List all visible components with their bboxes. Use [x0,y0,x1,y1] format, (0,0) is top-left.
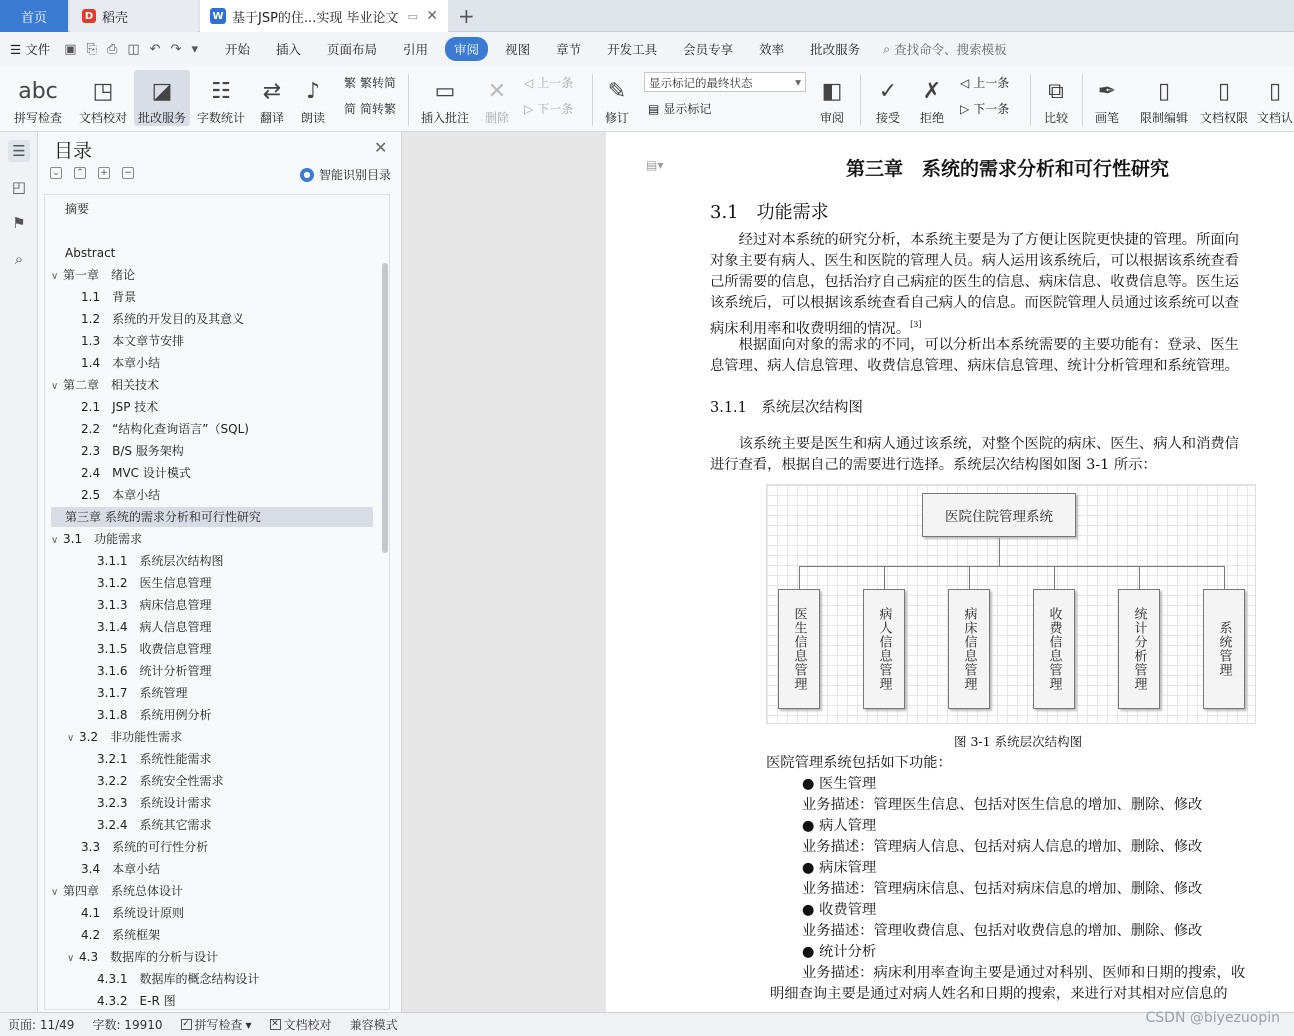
paragraph-last-line: 明细查询主要是通过对病人姓名和日期的搜索，来进行对其相对应信息的 [770,986,1228,1002]
diagram-connector [799,566,800,589]
dropdown-icon: ▾ [245,1017,252,1032]
diagram-connector [884,566,885,589]
function-item [802,815,876,835]
function-desc: 业务描述：管理病人信息、包括对病人信息的增加、删除、修改 [802,839,1203,855]
find-icon[interactable]: ⌕ [14,250,24,268]
toc-item-label: 4.3.1 数据库的概念结构设计 [97,972,260,986]
insert-comment-button[interactable] [418,70,472,126]
proof-icon: ✕ [271,1019,279,1029]
ribbon-divider-2 [592,74,593,126]
collapse-all-icon[interactable]: ⌄ [50,167,62,179]
function-name: 病人管理 [819,818,877,834]
undo-icon[interactable]: ↶ [149,41,161,57]
delete-comment-label: 删除 [484,111,509,125]
toc-item-label: 3.1.2 医生信息管理 [97,576,212,590]
navigation-strip [0,132,38,1012]
toc-item[interactable] [51,265,135,285]
writer-logo-icon: W [210,8,226,24]
diagram-connector [1224,566,1225,589]
restrict-edit-button[interactable] [1136,70,1192,126]
document-page[interactable] [606,132,1294,1012]
checkbox-icon: ✓ [182,1019,190,1029]
ribbon-divider-4 [1030,74,1031,126]
p1-line: 对象主要有病人、医生和医院的管理人员。病人运用该系统后，可以根据该系统查看 [710,253,1239,269]
doc-permission-button[interactable] [1196,70,1252,126]
show-markup-icon: ▤ [648,101,660,116]
toc-item-label: 3.1.4 病人信息管理 [97,620,212,634]
menu-efficiency[interactable]: 效率 [759,42,785,57]
review-service-label: 批改服务 [137,111,186,125]
spell-check-icon: abc [18,79,58,104]
function-intro: 医院管理系统包括如下功能： [766,755,952,771]
tab-daoke[interactable] [70,0,198,32]
function-desc: 业务描述：管理医生信息、包括对医生信息的增加、删除、修改 [802,797,1203,813]
prev-comment-button[interactable] [524,74,573,91]
menu-review[interactable]: 审阅 [445,37,488,61]
toc-item[interactable] [97,793,212,813]
toc-item[interactable] [51,529,142,549]
spell-check-label: 拼写检查 [13,111,62,125]
toc-item-label: 1.1 背景 [81,290,137,304]
citation-ref: [3] [910,320,922,329]
screen-icon[interactable]: ▭ [407,9,418,23]
convert-icon-2: 简 [344,102,357,116]
diagram-child-node: 医生信息管理 [778,589,820,709]
doc-proof-status[interactable] [270,1016,332,1033]
chevron-down-icon[interactable]: ∨ [67,733,75,744]
export-icon[interactable]: ⎘ [86,41,97,57]
toc-item[interactable] [97,705,212,725]
next-change-button[interactable] [960,100,1009,117]
function-name: 病床管理 [819,860,877,876]
toc-item[interactable] [67,727,182,747]
save-icon[interactable]: ▣ [64,41,77,57]
spell-check-status-label: 拼写检查 [194,1018,243,1032]
subsection-title: 3.1.1 系统层次结构图 [710,400,863,416]
spell-check-button[interactable] [8,70,68,126]
compare-button[interactable] [1036,70,1076,126]
menu-bar [0,32,1294,66]
new-tab-icon[interactable]: + [458,4,475,28]
track-changes-icon: ✎ [607,79,627,104]
toc-item[interactable] [81,837,208,857]
track-changes-label: 修订 [604,111,629,125]
ribbon-divider [408,74,409,126]
toc-item-label: 4.2 系统框架 [81,928,161,942]
toc-item-label: 3.1.6 统计分析管理 [97,664,212,678]
restrict-edit-label: 限制编辑 [1139,111,1188,125]
diagram-connector [799,566,1225,567]
function-item [802,899,876,919]
function-item [802,941,876,961]
collapse-icon[interactable]: − [122,167,134,179]
toc-item-label: 3.1.8 系统用例分析 [97,708,212,722]
file-menu-label: 文件 [25,42,51,57]
diagram-connector [969,566,970,589]
tab-bar [0,0,1294,32]
toc-item-label: 1.4 本章小结 [81,356,161,370]
toc-item-label: 3.2.2 系统安全性需求 [97,774,224,788]
p1-last: 病床利用率和收费明细的情况。 [710,320,911,337]
diagram-connector [999,538,1000,566]
insert-comment-label: 插入批注 [420,111,469,125]
toc-item[interactable] [51,881,183,901]
chapter-title: 第三章 系统的需求分析和可行性研究 [846,158,1170,180]
toc-item-label: 2.4 MVC 设计模式 [81,466,191,480]
chevron-down-icon[interactable]: ∨ [51,887,59,898]
toc-item[interactable] [51,375,159,395]
next-comment-label: 下一条 [537,102,574,116]
toc-item-label: 4.3.2 E-R 图 [97,994,176,1008]
chevron-down-icon[interactable]: ∨ [67,953,75,964]
toc-item-label: 3.1.1 系统层次结构图 [97,554,224,568]
preview-icon[interactable]: ◫ [127,41,140,57]
diagram-child-node: 病床信息管理 [948,589,990,709]
close-tab-icon[interactable]: ✕ [426,8,438,24]
toc-item[interactable] [81,331,184,351]
bullet-icon: ● [802,818,820,834]
toc-item[interactable] [97,595,212,615]
toc-scrollbar[interactable] [382,263,388,553]
toc-item[interactable] [67,947,218,967]
toc-item-label: 3.1.3 病床信息管理 [97,598,212,612]
translate-button[interactable] [252,70,292,126]
customize-icon[interactable]: ▾ [191,41,198,57]
function-item [802,773,876,793]
toc-item-label: 3.2.4 系统其它需求 [97,818,212,832]
pen-button[interactable] [1090,70,1124,126]
review-pane-button[interactable] [812,70,852,126]
watermark: CSDN @biyezuopin [1145,1010,1280,1026]
menu-start[interactable]: 开始 [224,42,250,57]
read-aloud-label: 朗读 [300,111,325,125]
toc-item[interactable] [97,969,260,989]
toc-item[interactable] [81,419,249,439]
document-area [402,132,1294,1012]
accept-label: 接受 [875,111,900,125]
simplified-to-traditional-button[interactable] [344,100,396,117]
diagram-connector [1139,566,1140,589]
function-item [802,857,876,877]
bullet-icon: ● [802,944,820,960]
comment-plus-icon: ▭ [434,79,456,104]
toc-item-label: 4.1 系统设计原则 [81,906,185,920]
word-count-button[interactable] [194,70,248,126]
paragraph-3 [710,434,1294,476]
traditional-to-simplified-label: 繁转简 [360,76,397,90]
toc-item-label: Abstract [65,246,116,260]
toc-item-label: 3.2.1 系统性能需求 [97,752,212,766]
menu-view[interactable]: 视图 [505,42,531,57]
function-desc: 业务描述：病床利用率查询主要是通过对科别、医师和日期的搜索，收 [802,965,1246,981]
bullet-icon: ● [802,776,820,792]
paragraph-2 [710,335,1294,377]
prev-comment-icon: ◁ [524,75,534,90]
function-name: 医生管理 [819,776,877,792]
delete-comment-icon: ✕ [487,79,507,104]
toc-item[interactable] [97,683,188,703]
paragraph-1 [710,230,1294,340]
menu-insert[interactable]: 插入 [276,42,302,57]
command-search[interactable] [883,40,1007,58]
shield-icon: ▯ [1268,79,1282,104]
doc-auth-button[interactable] [1256,70,1294,126]
hierarchy-diagram [766,484,1256,724]
toc-item[interactable] [81,463,191,483]
doc-options-icon[interactable]: ▤▾ [646,158,664,172]
menu-page-layout[interactable]: 页面布局 [327,42,378,57]
expand-up-icon[interactable]: ⌃ [74,167,86,179]
review-service-icon: ◪ [151,79,173,104]
toc-item-label: 3.1.5 收费信息管理 [97,642,212,656]
p1-line: 己所需要的信息，包括治疗自己病症的医生的信息、病床信息、收费信息等。医生运 [710,274,1239,290]
doc-proof-button[interactable] [74,70,132,126]
markup-state-select[interactable]: 显示标记的最终状态 ▾ [644,72,806,92]
toc-title: 目录 [54,140,93,162]
doc-proof-label: 文档校对 [78,111,127,125]
review-pane-icon: ◧ [821,79,843,104]
page-indicator[interactable]: 页面: 11/49 [8,1018,75,1032]
toc-item[interactable] [97,815,212,835]
toc-item[interactable] [65,243,115,263]
doc-proof-icon: ◳ [92,79,114,104]
reject-button[interactable] [912,70,952,126]
diagram-child-node: 病人信息管理 [863,589,905,709]
print-icon[interactable]: ⎙ [106,41,118,57]
toc-item-label: 2.2 “结构化查询语言”（SQL) [81,422,249,436]
toc-item[interactable] [81,287,136,307]
toc-item-label: 3.4 本章小结 [81,862,161,876]
menu-dev-tools[interactable]: 开发工具 [607,42,658,57]
smart-toc-icon: ● [300,168,314,182]
read-aloud-icon: ♪ [305,79,321,104]
toc-item[interactable] [81,397,158,417]
expand-all-icon[interactable]: + [98,167,110,179]
toc-item-label: 2.1 JSP 技术 [81,400,159,414]
bookmark-icon[interactable]: ⚑ [12,214,26,232]
translate-icon: ⇄ [262,79,282,104]
convert-icon: 繁 [344,76,357,90]
toc-item-label: 3.2 非功能性需求 [79,730,183,744]
doc-proof-status-label: 文档校对 [283,1018,332,1032]
ribbon-divider-5 [1082,74,1083,126]
toc-item-label: 3.3 系统的可行性分析 [81,840,209,854]
delete-comment-button[interactable] [478,70,516,126]
toc-panel [38,132,402,1012]
toc-item-label: 第一章 绪论 [63,268,136,282]
toc-item[interactable] [97,991,176,1010]
word-count-indicator[interactable]: 字数: 19910 [92,1018,163,1032]
p2-line: 息管理、病人信息管理、收费信息管理、病床信息管理、统计分析管理和系统管理。 [710,358,1239,374]
compat-mode: 兼容模式 [349,1018,398,1032]
p1-line: 经过对本系统的研究分析，本系统主要是为了方便让医院更快捷的管理。所面向 [710,232,1239,248]
prev-change-button[interactable] [960,74,1009,91]
status-bar [0,1012,1294,1036]
toc-item[interactable] [81,485,160,505]
prev-change-label: 上一条 [973,76,1010,90]
pen-label: 画笔 [1094,111,1119,125]
read-aloud-button[interactable] [296,70,330,126]
toc-item-label: 3.1.7 系统管理 [97,686,188,700]
toc-item[interactable] [97,639,212,659]
chevron-down-icon[interactable]: ∨ [51,535,59,546]
section-nav-icon[interactable]: ◰ [11,178,27,196]
close-icon[interactable]: ✕ [374,138,388,157]
redo-icon[interactable]: ↷ [170,41,182,57]
toc-item-label: 2.5 本章小结 [81,488,161,502]
p1-line: 该系统后，可以根据该系统查看自己病人的信息。而医院管理人员通过该系统可以查 [710,295,1239,311]
tab-document-label: 基于JSP的住...实现 毕业论文 [232,10,399,26]
toc-item-label: 2.3 B/S 服务架构 [81,444,184,458]
accept-button[interactable] [868,70,908,126]
hamburger-icon: ☰ [10,41,22,57]
simplified-to-traditional-label: 简转繁 [360,102,397,116]
toc-item-label: 第三章 系统的需求分析和可行性研究 [65,510,261,524]
prev-change-icon: ◁ [960,75,970,90]
toc-item[interactable] [81,859,160,879]
smart-toc-label: 智能识别目录 [319,168,392,182]
reject-label: 拒绝 [919,111,944,125]
file-menu[interactable] [10,40,50,58]
tab-home-label: 首页 [20,10,47,26]
compare-icon: ⧉ [1048,79,1064,104]
show-markup-label: 显示标记 [663,102,712,116]
diagram-child-node: 收费信息管理 [1033,589,1075,709]
diagram-child-node: 系统管理 [1203,589,1245,709]
p3-line: 进行查看，根据自己的需要进行选择。系统层次结构图如图 3-1 所示： [710,457,1157,473]
next-comment-button[interactable] [524,100,573,117]
lock-doc-icon: ▯ [1157,79,1171,104]
chevron-down-icon[interactable]: ∨ [51,271,59,282]
menu-reference[interactable]: 引用 [403,42,429,57]
toc-item-label: 3.2.3 系统设计需求 [97,796,212,810]
toc-item[interactable] [81,903,184,923]
review-service-button[interactable] [134,70,190,126]
track-changes-button[interactable] [598,70,636,126]
section-title: 3.1 功能需求 [710,202,829,223]
toc-item-label: 4.3 数据库的分析与设计 [79,950,219,964]
doc-permission-label: 文档权限 [1199,111,1248,125]
word-count-icon: ☷ [211,79,231,104]
quick-access [64,42,198,57]
translate-label: 翻译 [259,111,284,125]
function-name: 统计分析 [819,944,877,960]
next-change-icon: ▷ [960,101,970,116]
tab-daoke-label: 稻壳 [102,10,129,26]
menu-member[interactable]: 会员专享 [683,42,734,57]
bullet-icon: ● [802,902,820,918]
menu-section[interactable]: 章节 [556,42,582,57]
figure-caption: 图 3-1 系统层次结构图 [954,734,1083,749]
toc-item[interactable] [51,507,373,527]
function-desc: 业务描述：管理病床信息、包括对病床信息的增加、删除、修改 [802,881,1203,897]
daoke-logo-icon: D [82,9,96,23]
toc-item-label: 3.1 功能需求 [63,532,143,546]
toc-item-label: 摘要 [65,202,90,216]
toc-list [44,194,390,1010]
toc-item[interactable] [97,661,212,681]
doc-auth-label: 文档认 [1256,111,1293,125]
p3-line: 该系统主要是医生和病人通过该系统，对整个医院的病床、医生、病人和消费信 [710,436,1239,452]
toc-item[interactable] [97,617,212,637]
bullet-icon: ● [802,860,820,876]
accept-icon: ✓ [878,79,898,104]
compare-label: 比较 [1043,111,1068,125]
next-change-label: 下一条 [973,102,1010,116]
command-search-label: 查找命令、搜索模板 [894,42,1007,57]
tab-home[interactable] [0,0,68,32]
toc-item[interactable] [81,353,160,373]
ribbon-divider-3 [860,74,861,126]
tab-document[interactable] [200,0,448,32]
chevron-down-icon[interactable]: ∨ [51,381,59,392]
toc-item[interactable] [97,573,212,593]
permission-icon: ▯ [1217,79,1231,104]
search-icon: ⌕ [883,41,891,56]
review-pane-label: 审阅 [819,111,844,125]
toc-item[interactable] [97,551,224,571]
menu-review-service[interactable]: 批改服务 [810,42,861,57]
smart-toc-button[interactable] [300,166,391,183]
toc-item-label: 1.2 系统的开发目的及其意义 [81,312,245,326]
p2-line: 根据面向对象的需求的不同，可以分析出本系统需要的主要功能有：登录、医生 [710,337,1239,353]
traditional-to-simplified-button[interactable] [344,74,396,91]
spell-check-status[interactable] [181,1016,252,1033]
toc-item-label: 第二章 相关技术 [63,378,160,392]
toc-item[interactable] [97,771,224,791]
diagram-connector [1054,566,1055,589]
reject-icon: ✗ [922,79,942,104]
toc-item[interactable] [97,749,212,769]
show-markup-button[interactable] [648,100,711,117]
toc-item[interactable] [81,441,184,461]
next-comment-icon: ▷ [524,101,534,116]
prev-comment-label: 上一条 [537,76,574,90]
toc-item[interactable] [81,309,244,329]
diagram-child-node: 统计分析管理 [1118,589,1160,709]
pen-icon: ✒ [1097,79,1117,104]
toc-item[interactable] [81,925,160,945]
toc-nav-icon[interactable]: ☰ [8,140,30,162]
diagram-root-node: 医院住院管理系统 [922,493,1076,537]
review-ribbon [0,66,1294,132]
word-count-label: 字数统计 [196,111,245,125]
toc-item-label: 第四章 系统总体设计 [63,884,184,898]
function-name: 收费管理 [819,902,877,918]
toc-item-label: 1.3 本文章节安排 [81,334,185,348]
function-desc: 业务描述：管理收费信息、包括对收费信息的增加、删除、修改 [802,923,1203,939]
toc-item[interactable] [65,199,89,219]
